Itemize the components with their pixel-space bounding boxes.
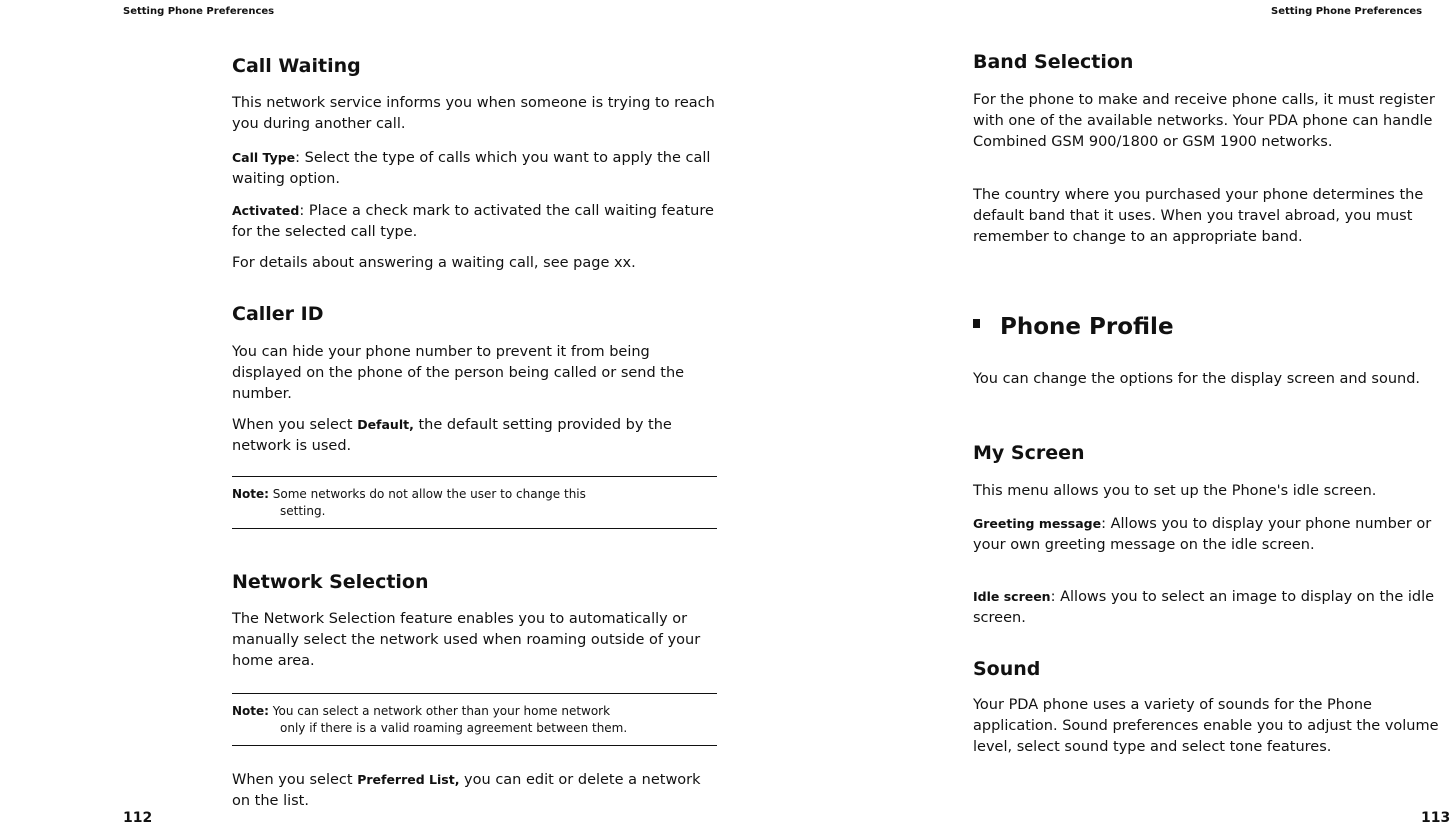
idle-screen-paragraph	[973, 586, 1448, 629]
note-label: Note:	[232, 704, 269, 718]
activated-paragraph	[232, 200, 717, 243]
activated-text: : Place a check mark to activated the call waiting feature for the selected call type.	[232, 203, 714, 240]
text: When you select	[232, 772, 358, 788]
running-header-left: Setting Phone Preferences	[123, 6, 275, 17]
note-caller-id	[232, 476, 717, 529]
heading-my-screen: My Screen	[973, 442, 1085, 464]
call-type-text: : Select the type of calls which you want to apply the call waiting option.	[232, 150, 711, 187]
running-header-right: Setting Phone Preferences	[1271, 6, 1423, 17]
heading-call-waiting: Call Waiting	[232, 55, 361, 77]
note-network-selection	[232, 693, 717, 746]
my-screen-intro: This menu allows you to set up the Phone's idle screen.	[973, 483, 1377, 499]
note-text: You can select a network other than your home network	[268, 704, 611, 718]
greeting-label: Greeting message	[973, 516, 1102, 531]
heading-caller-id: Caller ID	[232, 303, 324, 325]
activated-label: Activated	[232, 203, 300, 218]
call-type-label: Call Type	[232, 150, 296, 165]
text: the default setting provided by the network is used.	[232, 417, 672, 454]
note-label: Note:	[232, 487, 269, 501]
default-label: Default,	[357, 417, 414, 432]
caller-id-default	[232, 414, 717, 457]
sound-intro: Your PDA phone uses a variety of sounds for the Phone application. Sound preferences enable you to adjust the volume level, select sound type and select tone features.	[973, 697, 1439, 755]
note-text-cont: only if there is a valid roaming agreement between them.	[280, 721, 628, 735]
heading-network-selection: Network Selection	[232, 571, 429, 593]
text: you can edit or delete a network on the list.	[232, 772, 701, 809]
preferred-list-label: Preferred List,	[357, 772, 460, 787]
heading-band-selection: Band Selection	[973, 51, 1134, 73]
text: : Allows you to display your phone number or your own greeting message on the idle screen.	[973, 516, 1432, 553]
note-text: Some networks do not allow the user to change this	[268, 487, 586, 501]
phone-profile-intro: You can change the options for the display screen and sound.	[973, 371, 1421, 387]
greeting-paragraph	[973, 513, 1448, 556]
band-selection-p2: The country where you purchased your phone determines the default band that it uses. When you travel abroad, you must remember to change to an appropriate band.	[973, 187, 1424, 245]
heading-text: Phone Profile	[1000, 314, 1174, 340]
text: When you select	[232, 417, 358, 433]
idle-screen-label: Idle screen	[973, 589, 1051, 604]
call-waiting-intro: This network service informs you when someone is trying to reach you during another call.	[232, 95, 715, 132]
bullet-icon	[973, 319, 980, 328]
note-text-cont: setting.	[280, 504, 326, 518]
text: : Allows you to select an image to display on the idle screen.	[973, 589, 1435, 626]
caller-id-intro: You can hide your phone number to prevent it from being displayed on the phone of the person being called or send the number.	[232, 344, 685, 402]
call-waiting-details: For details about answering a waiting call, see page xx.	[232, 255, 636, 271]
page-number-left: 112	[123, 810, 153, 826]
heading-sound: Sound	[973, 658, 1041, 680]
page-number-right: 113	[1421, 810, 1451, 826]
network-selection-intro: The Network Selection feature enables you to automatically or manually select the network used when roaming outside of your home area.	[232, 611, 701, 669]
call-type-paragraph	[232, 147, 717, 190]
band-selection-p1: For the phone to make and receive phone calls, it must register with one of the available networks. Your PDA phone can handle Combined GSM 900/1800 or GSM 1900 networks.	[973, 92, 1435, 150]
preferred-list-paragraph	[232, 769, 717, 812]
heading-phone-profile	[973, 314, 1448, 340]
